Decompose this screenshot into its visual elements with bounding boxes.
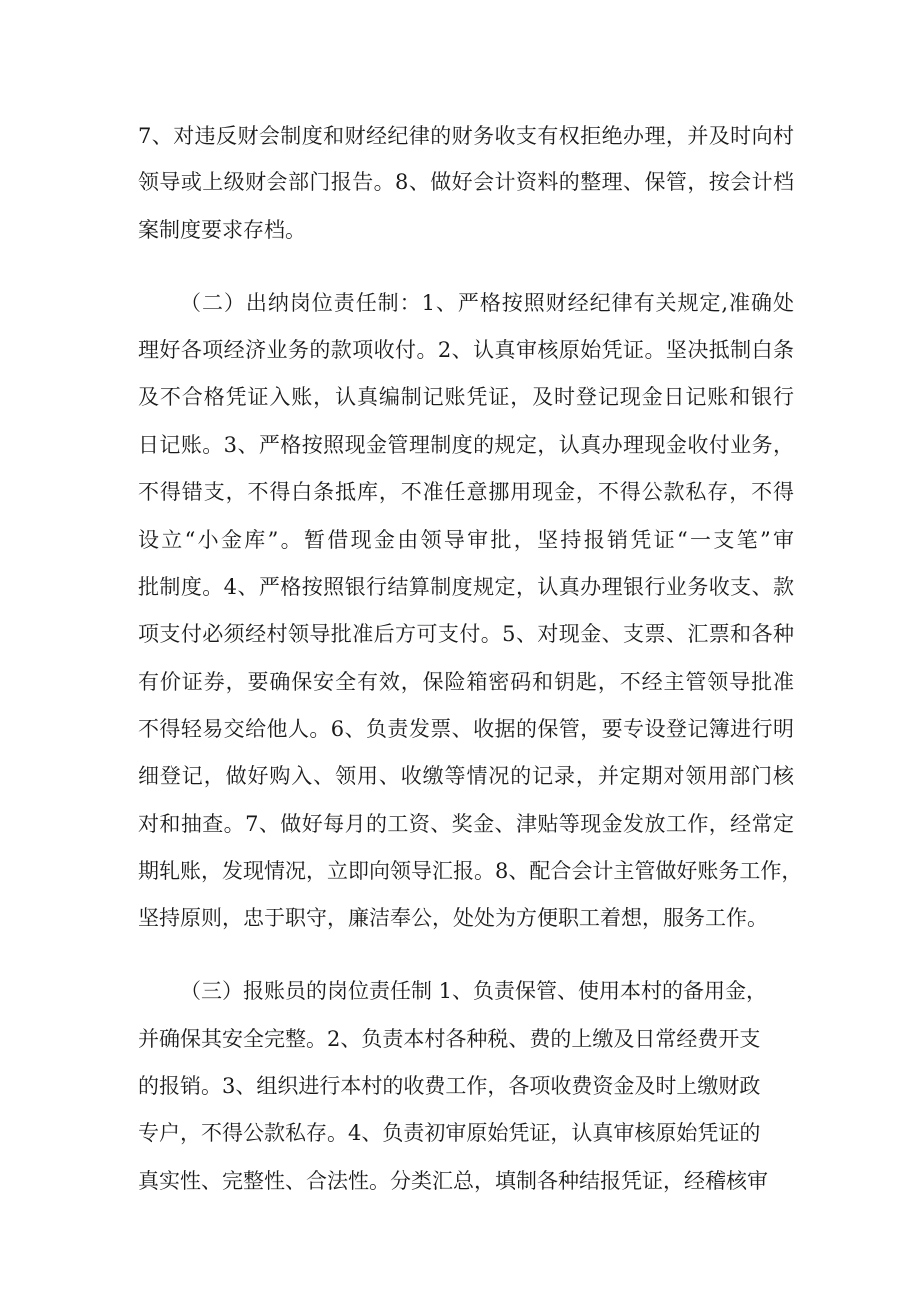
text-line: 期轧账，发现情况，立即向领导汇报。8、配合会计主管做好账务工作，	[138, 859, 803, 883]
text-line: 设立“小金库”。暂借现金由领导审批，坚持报销凭证“一支笔”审	[138, 528, 794, 552]
text-line: 理好各项经济业务的款项收付。2、认真审核原始凭证。坚决抵制白条	[138, 338, 794, 362]
text-line: 领导或上级财会部门报告。8、做好会计资料的整理、保管，按会计档	[138, 170, 794, 194]
text-line: 批制度。4、严格按照银行结算制度规定，认真办理银行业务收支、款	[138, 575, 794, 599]
paragraph-heading-line: （三）报账员的岗位责任制 1、负责保管、使用本村的备用金，	[180, 979, 768, 1003]
paragraph-heading-line: （二）出纳岗位责任制：1、严格按照财经纪律有关规定,准确处	[180, 291, 794, 315]
text-line: 项支付必须经村领导批准后方可支付。5、对现金、支票、汇票和各种	[138, 622, 794, 646]
text-line: 不得轻易交给他人。6、负责发票、收据的保管，要专设登记簿进行明	[138, 717, 794, 741]
text-line: 有价证券，要确保安全有效，保险箱密码和钥匙，不经主管领导批准	[138, 670, 794, 694]
text-line: 不得错支，不得白条抵库，不准任意挪用现金，不得公款私存，不得	[138, 480, 794, 504]
text-line: 的报销。3、组织进行本村的收费工作，各项收费资金及时上缴财政	[138, 1074, 761, 1098]
text-line: 7、对违反财会制度和财经纪律的财务收支有权拒绝办理，并及时向村	[138, 124, 794, 148]
text-line: 真实性、完整性、合法性。分类汇总，填制各种结报凭证，经稽核审	[138, 1169, 768, 1193]
text-line: 专户，不得公款私存。4、负责初审原始凭证，认真审核原始凭证的	[138, 1121, 761, 1145]
text-line: 细登记，做好购入、领用、收缴等情况的记录，并定期对领用部门核	[138, 764, 794, 788]
text-line: 并确保其安全完整。2、负责本村各种税、费的上缴及日常经费开支	[138, 1027, 761, 1051]
text-line: 坚持原则，忠于职守，廉洁奉公，处处为方便职工着想，服务工作。	[138, 906, 768, 930]
text-line: 日记账。3、严格按照现金管理制度的规定，认真办理现金收付业务，	[138, 433, 794, 457]
text-line: 案制度要求存档。	[138, 218, 306, 242]
text-line: 及不合格凭证入账，认真编制记账凭证，及时登记现金日记账和银行	[138, 385, 794, 409]
text-line: 对和抽查。7、做好每月的工资、奖金、津贴等现金发放工作，经常定	[138, 812, 794, 836]
